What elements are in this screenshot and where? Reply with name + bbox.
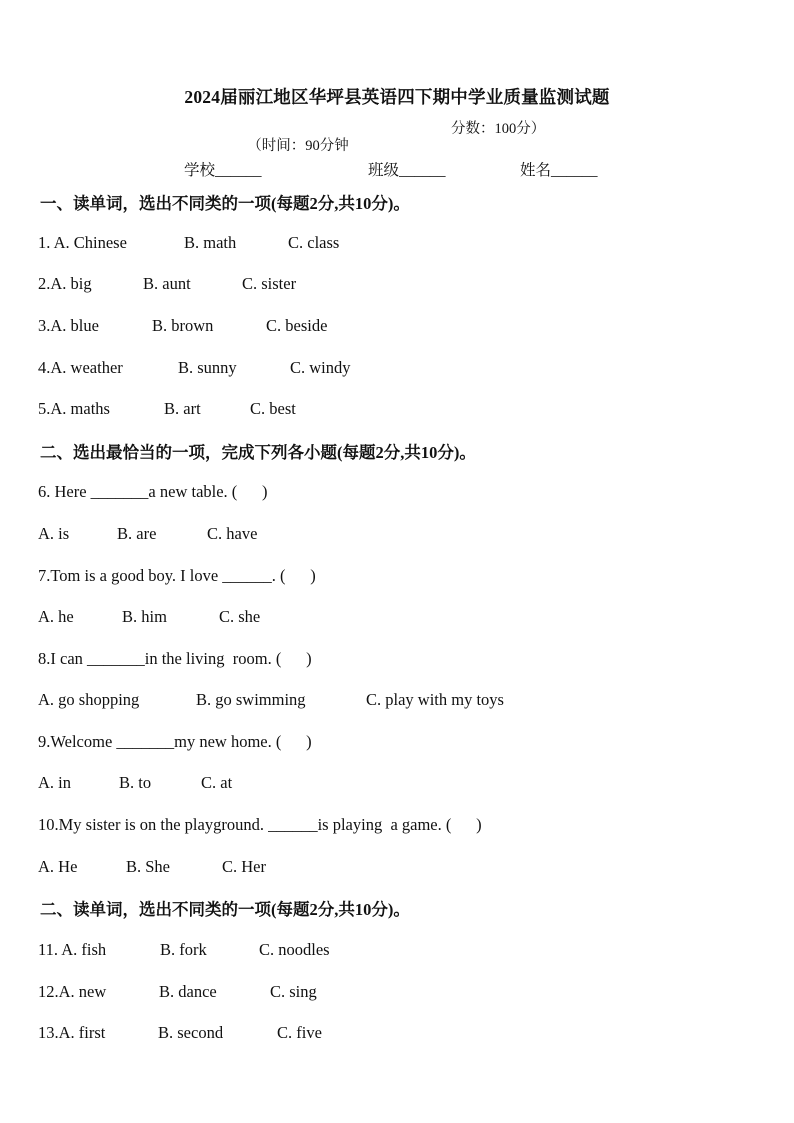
option-c: C. class [288, 233, 340, 252]
option-a: 11. A. fish [38, 940, 107, 959]
option-a: A. is [38, 524, 70, 543]
option-a: 1. A. Chinese [38, 233, 127, 252]
option-c: C. noodles [259, 940, 330, 959]
option-b: B. sunny [178, 358, 237, 377]
option-c: C. sister [242, 274, 297, 293]
time-limit: （时间：90分钟 [247, 138, 349, 154]
option-c: C. she [219, 607, 261, 626]
option-a: 3.A. blue [38, 316, 99, 335]
section-1-heading: 一、读单词，选出不同类的一项(每题2分,共10分)。 [40, 194, 410, 213]
option-c: C. at [201, 773, 233, 792]
option-c: C. best [250, 399, 296, 418]
section-3-heading: 二、读单词，选出不同类的一项(每题2分,共10分)。 [40, 900, 410, 919]
stem-text: 7.Tom is a good boy. I love ______. ( ) [38, 566, 316, 585]
option-a: 2.A. big [38, 274, 92, 293]
section-2-heading: 二、选出最恰当的一项，完成下列各小题(每题2分,共10分)。 [40, 443, 476, 462]
option-b: B. dance [159, 982, 217, 1001]
option-c: C. sing [270, 982, 317, 1001]
school-field: 学校______ [184, 162, 262, 179]
option-c: C. beside [266, 316, 328, 335]
stem-text: 9.Welcome _______my new home. ( ) [38, 732, 312, 751]
option-a: A. he [38, 607, 74, 626]
option-a: A. He [38, 857, 78, 876]
option-b: B. him [122, 607, 167, 626]
option-b: B. She [126, 857, 171, 876]
option-b: B. aunt [143, 274, 191, 293]
option-c: C. play with my toys [366, 690, 504, 709]
option-a: 12.A. new [38, 982, 107, 1001]
option-a: A. go shopping [38, 690, 140, 709]
option-b: B. go swimming [196, 690, 306, 709]
name-field: 姓名______ [520, 162, 598, 179]
option-c: C. windy [290, 358, 351, 377]
option-c: C. Her [222, 857, 266, 876]
option-b: B. brown [152, 316, 214, 335]
option-b: B. art [164, 399, 201, 418]
class-field: 班级______ [368, 162, 446, 179]
option-b: B. second [158, 1023, 224, 1042]
option-b: B. fork [160, 940, 207, 959]
option-b: B. to [119, 773, 152, 792]
stem-text: 6. Here _______a new table. ( ) [38, 482, 268, 501]
option-a: 4.A. weather [38, 358, 123, 377]
option-c: C. five [277, 1023, 322, 1042]
option-b: B. are [117, 524, 157, 543]
stem-text: 8.I can _______in the living room. ( ) [38, 649, 312, 668]
option-a: 13.A. first [38, 1023, 106, 1042]
exam-title: 2024届丽江地区华坪县英语四下期中学业质量监测试题 [184, 87, 610, 107]
option-a: A. in [38, 773, 71, 792]
option-b: B. math [184, 233, 237, 252]
total-score: 分数：100分） [451, 121, 546, 137]
stem-text: 10.My sister is on the playground. ______is playing a game. ( ) [38, 815, 482, 834]
option-a: 5.A. maths [38, 399, 110, 418]
option-c: C. have [207, 524, 258, 543]
